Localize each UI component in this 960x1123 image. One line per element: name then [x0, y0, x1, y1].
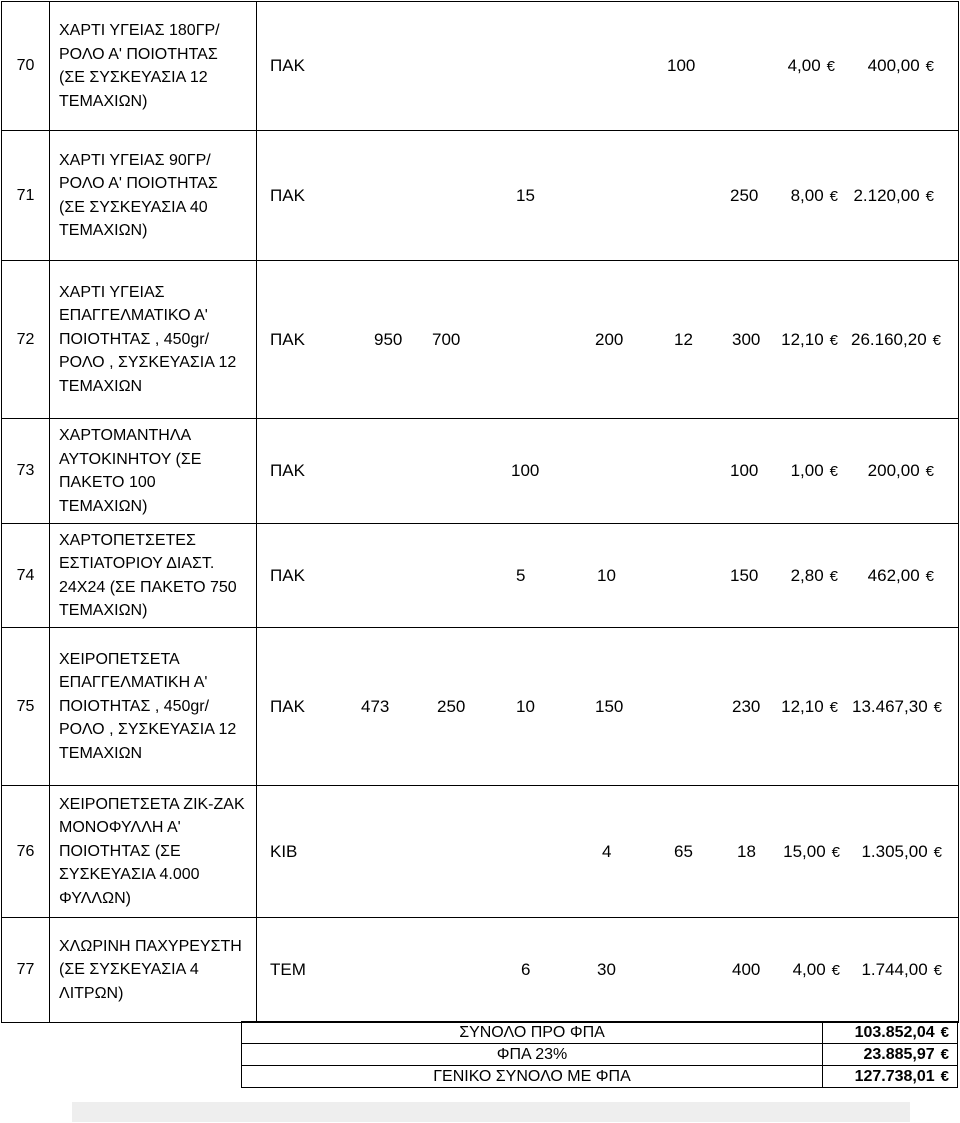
- item-values: [257, 786, 959, 918]
- table-row: [2, 628, 959, 786]
- table-row: [2, 918, 959, 1023]
- table-row: [2, 261, 959, 419]
- item-quantity: 250: [730, 185, 759, 205]
- totals-row-vat: [242, 1044, 958, 1066]
- euro-sign: €: [925, 58, 934, 75]
- item-total: 400,00 €: [867, 56, 934, 75]
- item-unit-price: 2,80 €: [790, 565, 838, 585]
- item-total: 2.120,00 €: [853, 185, 934, 205]
- item-values: [257, 524, 959, 628]
- item-unit: ΠΑΚ: [270, 56, 305, 75]
- row-number: 72: [2, 261, 50, 419]
- row-number: 71: [2, 131, 50, 261]
- item-quantity: 200: [595, 329, 624, 349]
- item-unit: ΠΑΚ: [270, 185, 305, 205]
- item-values: [257, 419, 959, 524]
- table-row: [2, 2, 959, 131]
- item-unit: ΤΕΜ: [270, 960, 306, 979]
- euro-sign: €: [932, 331, 941, 349]
- item-total: 1.305,00 €: [861, 841, 942, 861]
- item-description: ΧΕΙΡΟΠΕΤΣΕΤΑ ΖΙΚ-ΖΑΚ ΜΟΝΟΦΥΛΛΗ Α' ΠΟΙΟΤΗΤΑΣ (ΣΕ ΣΥΣΚΕΥΑΣΙΑ 4.000 ΦΥΛΛΩΝ): [50, 786, 257, 918]
- item-quantity: 230: [732, 696, 761, 716]
- item-quantity: 150: [730, 565, 759, 585]
- item-quantity: 100: [667, 56, 696, 75]
- item-quantity: 5: [516, 565, 526, 585]
- item-quantity: 18: [737, 841, 756, 861]
- item-unit-price: 1,00 €: [790, 461, 838, 480]
- item-quantity: 700: [432, 329, 461, 349]
- item-description: ΧΑΡΤΙ ΥΓΕΙΑΣ 180ΓΡ/ΡΟΛΟ Α' ΠΟΙΟΤΗΤΑΣ (ΣΕ ΣΥΣΚΕΥΑΣΙΑ 12 ΤΕΜΑΧΙΩΝ): [50, 2, 257, 131]
- euro-sign: €: [940, 1023, 949, 1041]
- euro-sign: €: [829, 567, 838, 585]
- euro-sign: €: [829, 463, 838, 480]
- euro-sign: €: [831, 843, 840, 861]
- item-values: [257, 918, 959, 1023]
- item-description: ΧΛΩΡΙΝΗ ΠΑΧΥΡΕΥΣΤΗ (ΣΕ ΣΥΣΚΕΥΑΣΙΑ 4 ΛΙΤΡΩΝ): [50, 918, 257, 1023]
- euro-sign: €: [940, 1045, 949, 1063]
- item-quantity: 150: [595, 696, 624, 716]
- item-total: 26.160,20 €: [851, 329, 941, 349]
- item-values: [257, 261, 959, 419]
- euro-sign: €: [933, 698, 942, 716]
- euro-sign: €: [933, 843, 942, 861]
- item-quantity: 6: [521, 960, 531, 979]
- item-unit: ΚΙΒ: [270, 841, 298, 861]
- row-number: 75: [2, 628, 50, 786]
- euro-sign: €: [831, 962, 840, 979]
- item-unit-price: 15,00 €: [783, 841, 840, 861]
- euro-sign: €: [826, 58, 835, 75]
- table-row: [2, 524, 959, 628]
- item-quantity: 300: [732, 329, 761, 349]
- row-number: 73: [2, 419, 50, 524]
- table-row: [2, 131, 959, 261]
- item-quantity: 30: [597, 960, 616, 979]
- row-number: 77: [2, 918, 50, 1023]
- euro-sign: €: [925, 187, 934, 205]
- euro-sign: €: [925, 463, 934, 480]
- item-quantity: 250: [437, 696, 466, 716]
- item-values: [257, 131, 959, 261]
- item-quantity: 65: [674, 841, 693, 861]
- totals-table: [241, 1021, 958, 1088]
- table-row: [2, 419, 959, 524]
- totals-label: ΣΥΝΟΛΟ ΠΡΟ ΦΠΑ: [242, 1022, 823, 1044]
- table-row: [2, 786, 959, 918]
- item-total: 1.744,00 €: [861, 960, 942, 979]
- item-quantity: 15: [516, 185, 535, 205]
- row-number: 76: [2, 786, 50, 918]
- item-quantity: 100: [511, 461, 540, 480]
- item-quantity: 400: [732, 960, 761, 979]
- item-quantity: 473: [361, 696, 390, 716]
- item-quantity: 100: [730, 461, 759, 480]
- item-unit: ΠΑΚ: [270, 565, 305, 585]
- item-total: 462,00 €: [867, 565, 934, 585]
- item-quantity: 4: [602, 841, 612, 861]
- item-unit-price: 4,00 €: [792, 960, 840, 979]
- item-description: ΧΑΡΤΙ ΥΓΕΙΑΣ ΕΠΑΓΓΕΛΜΑΤΙΚΟ Α' ΠΟΙΟΤΗΤΑΣ , 450gr/ΡΟΛΟ , ΣΥΣΚΕΥΑΣΙΑ 12 ΤΕΜΑΧΙΩΝ: [50, 261, 257, 419]
- footer-bar: [72, 1102, 910, 1122]
- totals-amount: 127.738,01 €: [823, 1066, 958, 1088]
- totals-row-grand: [242, 1066, 958, 1088]
- row-number: 74: [2, 524, 50, 628]
- item-quantity: 10: [597, 565, 616, 585]
- euro-sign: €: [829, 187, 838, 205]
- euro-sign: €: [829, 331, 838, 349]
- totals-label: ΓΕΝΙΚΟ ΣΥΝΟΛΟ ΜΕ ΦΠΑ: [242, 1066, 823, 1088]
- item-unit: ΠΑΚ: [270, 461, 305, 480]
- item-unit: ΠΑΚ: [270, 329, 305, 349]
- totals-amount: 103.852,04 €: [823, 1022, 958, 1044]
- row-number: 70: [2, 2, 50, 131]
- items-table: [1, 1, 959, 1023]
- euro-sign: €: [925, 567, 934, 585]
- euro-sign: €: [933, 962, 942, 979]
- euro-sign: €: [829, 698, 838, 716]
- item-unit: ΠΑΚ: [270, 696, 305, 716]
- item-quantity: 12: [674, 329, 693, 349]
- item-values: [257, 628, 959, 786]
- item-description: ΧΑΡΤΟΜΑΝΤΗΛΑ ΑΥΤΟΚΙΝΗΤΟΥ (ΣΕ ΠΑΚΕΤΟ 100 ΤΕΜΑΧΙΩΝ): [50, 419, 257, 524]
- item-description: ΧΑΡΤΟΠΕΤΣΕΤΕΣ ΕΣΤΙΑΤΟΡΙΟΥ ΔΙΑΣΤ. 24Χ24 (ΣΕ ΠΑΚΕΤΟ 750 ΤΕΜΑΧΙΩΝ): [50, 524, 257, 628]
- euro-sign: €: [940, 1067, 949, 1085]
- item-quantity: 950: [374, 329, 403, 349]
- totals-label: ΦΠΑ 23%: [242, 1044, 823, 1066]
- item-unit-price: 4,00 €: [787, 56, 835, 75]
- item-unit-price: 12,10 €: [781, 696, 838, 716]
- totals-amount: 23.885,97 €: [823, 1044, 958, 1066]
- item-unit-price: 12,10 €: [781, 329, 838, 349]
- item-description: ΧΕΙΡΟΠΕΤΣΕΤΑ ΕΠΑΓΓΕΛΜΑΤΙΚΗ Α' ΠΟΙΟΤΗΤΑΣ , 450gr/ΡΟΛΟ , ΣΥΣΚΕΥΑΣΙΑ 12 ΤΕΜΑΧΙΩΝ: [50, 628, 257, 786]
- item-unit-price: 8,00 €: [790, 185, 838, 205]
- totals-row-net: [242, 1022, 958, 1044]
- item-total: 13.467,30 €: [852, 696, 942, 716]
- item-quantity: 10: [516, 696, 535, 716]
- item-total: 200,00 €: [867, 461, 934, 480]
- item-description: ΧΑΡΤΙ ΥΓΕΙΑΣ 90ΓΡ/ΡΟΛΟ Α' ΠΟΙΟΤΗΤΑΣ (ΣΕ ΣΥΣΚΕΥΑΣΙΑ 40 ΤΕΜΑΧΙΩΝ): [50, 131, 257, 261]
- item-values: [257, 2, 959, 131]
